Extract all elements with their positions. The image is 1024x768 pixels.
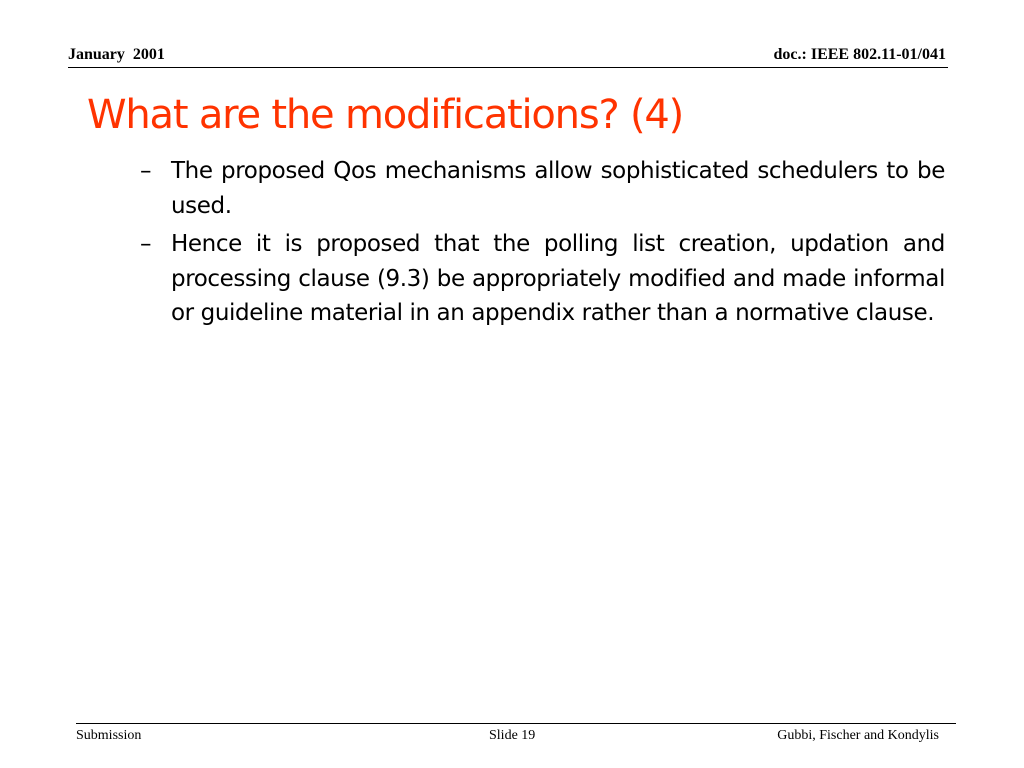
footer-submission: Submission (76, 728, 142, 743)
footer-slide-number: Slide 19 (489, 728, 536, 743)
bullet-list (140, 154, 945, 335)
header-date: January 2001 (68, 46, 165, 63)
header-doc-id: doc.: IEEE 802.11-01/041 (773, 46, 946, 63)
bullet-dash: – (140, 158, 152, 184)
header-divider (68, 67, 948, 68)
bullet-item (140, 154, 945, 223)
footer-authors: Gubbi, Fischer and Kondylis (777, 728, 939, 743)
slide-title: What are the modifications? (4) (87, 92, 684, 138)
bullet-item (140, 227, 945, 331)
bullet-dash: – (140, 231, 152, 257)
footer-divider (76, 723, 956, 724)
bullet-text: Hence it is proposed that the polling list creation, updation and processing clause (9.3) be appropriately modified and made informal or guideline material in an appendix rather than a normative clause. (171, 231, 945, 326)
bullet-text: The proposed Qos mechanisms allow sophisticated schedulers to be used. (171, 158, 945, 219)
